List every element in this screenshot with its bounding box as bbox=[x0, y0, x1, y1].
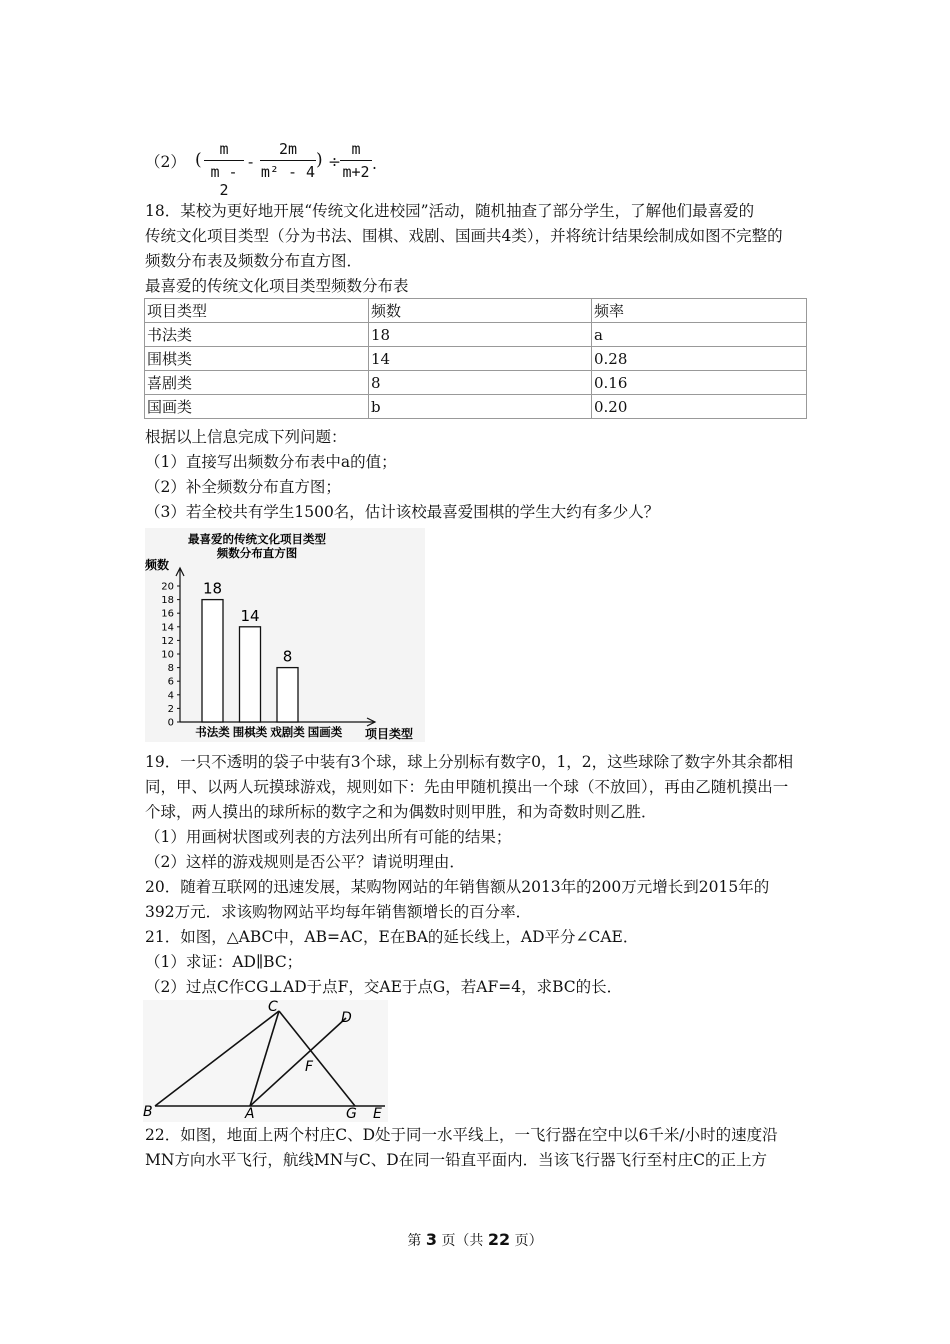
table-row bbox=[145, 323, 807, 347]
period: . bbox=[372, 155, 377, 173]
y-tick-label: 10 bbox=[161, 649, 174, 661]
q18-after-1: 根据以上信息完成下列问题： bbox=[145, 428, 347, 446]
right-paren: ) bbox=[316, 150, 323, 170]
y-tick-label: 16 bbox=[161, 608, 174, 620]
table-cell: 喜剧类 bbox=[145, 371, 369, 395]
footer-middle: 页（共 bbox=[441, 1233, 484, 1249]
table-row bbox=[145, 371, 807, 395]
y-tick-label: 4 bbox=[167, 690, 174, 702]
table-row bbox=[145, 347, 807, 371]
fraction-2 bbox=[260, 140, 316, 181]
q18-line-2: 传统文化项目类型（分为书法、围棋、戏剧、国画共4类），并将统计结果绘制成如图不完整的 bbox=[145, 227, 783, 245]
q18-after-4: （3）若全校共有学生1500名，估计该校最喜爱围棋的学生大约有多少人？ bbox=[145, 503, 660, 521]
q17-label: （2） bbox=[145, 153, 186, 171]
table-cell: 0.20 bbox=[592, 395, 807, 419]
bar-data-label: 8 bbox=[282, 647, 293, 666]
y-tick-label: 12 bbox=[161, 635, 174, 647]
table-cell: 书法类 bbox=[145, 323, 369, 347]
bar-data-label: 14 bbox=[240, 606, 260, 625]
page-footer bbox=[0, 1230, 950, 1250]
y-tick-label: 14 bbox=[161, 622, 174, 634]
table-cell: a bbox=[592, 323, 807, 347]
bar-data-label: 18 bbox=[202, 579, 223, 598]
table-header-cell: 频数 bbox=[369, 299, 592, 323]
divide-sign: ÷ bbox=[328, 153, 341, 171]
bar bbox=[277, 668, 298, 722]
table-cell: 0.16 bbox=[592, 371, 807, 395]
point-c-label: C bbox=[268, 1000, 278, 1015]
q18-after-3: （2）补全频数分布直方图； bbox=[145, 478, 341, 496]
y-axis-label: 频数 bbox=[145, 558, 170, 572]
point-g-label: G bbox=[346, 1106, 357, 1122]
minus-sign: - bbox=[248, 153, 254, 171]
chart-subtitle: 频数分布直方图 bbox=[216, 546, 298, 560]
table-header-cell: 频率 bbox=[592, 299, 807, 323]
histogram-chart bbox=[145, 528, 425, 742]
y-tick-label: 0 bbox=[167, 717, 174, 729]
point-a-label: A bbox=[245, 1106, 255, 1122]
fraction-1-denominator: m - 2 bbox=[210, 163, 238, 199]
table-cell: 18 bbox=[369, 323, 592, 347]
footer-page-number: 3 bbox=[425, 1230, 437, 1249]
y-tick-label: 18 bbox=[161, 595, 174, 607]
x-tick-label: 国画类 bbox=[307, 725, 343, 739]
table-cell: 8 bbox=[369, 371, 592, 395]
q21-line-1: 21．如图，△ABC中，AB=AC，E在BA的延长线上，AD平分∠CAE． bbox=[145, 928, 639, 946]
x-tick-label: 戏剧类 bbox=[270, 725, 305, 739]
bar bbox=[202, 600, 223, 722]
fraction-1-numerator: m bbox=[219, 140, 229, 158]
table-cell: 14 bbox=[369, 347, 592, 371]
q19-line-2: 同，甲、以两人玩摸球游戏，规则如下：先由甲随机摸出一个球（不放回），再由乙随机摸出一 bbox=[145, 778, 789, 796]
x-tick-label: 书法类 bbox=[195, 725, 230, 739]
fraction-1 bbox=[204, 140, 244, 199]
point-f-label: F bbox=[305, 1059, 314, 1075]
frequency-table bbox=[144, 298, 807, 419]
footer-total-pages: 22 bbox=[487, 1230, 511, 1249]
q19-line-5: （2）这样的游戏规则是否公平？请说明理由． bbox=[145, 853, 465, 871]
fraction-3-denominator: m+2 bbox=[342, 163, 370, 181]
q20-line-2: 392万元．求该购物网站平均每年销售额增长的百分率． bbox=[145, 903, 532, 921]
fraction-3 bbox=[340, 140, 372, 181]
fraction-2-denominator: m² - 4 bbox=[260, 163, 316, 181]
y-tick-label: 8 bbox=[167, 663, 174, 675]
table-header-cell: 项目类型 bbox=[145, 299, 369, 323]
x-axis-label: 项目类型 bbox=[365, 727, 414, 741]
y-tick-label: 6 bbox=[167, 676, 174, 688]
q19-line-1: 19．一只不透明的袋子中装有3个球，球上分别标有数字0，1，2，这些球除了数字外其余都相 bbox=[145, 753, 794, 771]
table-header-row bbox=[145, 299, 807, 323]
left-paren: ( bbox=[195, 150, 202, 170]
geometry-figure bbox=[143, 1000, 388, 1122]
q22-line-1: 22．如图，地面上两个村庄C、D处于同一水平线上，一飞行器在空中以6千米/小时的速度沿 bbox=[145, 1126, 778, 1144]
q22-line-2: MN方向水平飞行，航线MN与C、D在同一铅直平面内．当该飞行器飞行至村庄C的正上方 bbox=[145, 1151, 768, 1169]
footer-suffix: 页） bbox=[514, 1233, 543, 1249]
table-title: 最喜爱的传统文化项目类型频数分布表 bbox=[145, 277, 409, 295]
table-cell: 国画类 bbox=[145, 395, 369, 419]
chart-title: 最喜爱的传统文化项目类型 bbox=[188, 532, 326, 546]
bar bbox=[240, 627, 261, 722]
table-cell: 围棋类 bbox=[145, 347, 369, 371]
q20-line-1: 20．随着互联网的迅速发展，某购物网站的年销售额从2013年的200万元增长到2015年的 bbox=[145, 878, 770, 896]
point-d-label: D bbox=[341, 1010, 352, 1026]
q19-line-4: （1）用画树状图或列表的方法列出所有可能的结果； bbox=[145, 828, 512, 846]
table-cell: 0.28 bbox=[592, 347, 807, 371]
y-tick-label: 20 bbox=[161, 581, 174, 593]
q21-line-2: （1）求证：AD∥BC； bbox=[145, 953, 303, 971]
q19-line-3: 个球，两人摸出的球所标的数字之和为偶数时则甲胜，和为奇数时则乙胜． bbox=[145, 803, 657, 821]
q21-line-3: （2）过点C作CG⊥AD于点F，交AE于点G，若AF=4，求BC的长． bbox=[145, 978, 623, 996]
y-tick-label: 2 bbox=[167, 703, 174, 715]
table-cell: b bbox=[369, 395, 592, 419]
q18-line-3: 频数分布表及频数分布直方图． bbox=[145, 252, 363, 270]
q18-after-2: （1）直接写出频数分布表中a的值； bbox=[145, 453, 397, 471]
x-tick-label: 围棋类 bbox=[232, 725, 268, 739]
footer-prefix: 第 bbox=[407, 1233, 422, 1249]
table-row bbox=[145, 395, 807, 419]
fraction-2-numerator: 2m bbox=[278, 140, 298, 158]
fraction-3-numerator: m bbox=[351, 140, 361, 158]
point-b-label: B bbox=[143, 1104, 153, 1120]
q18-line-1: 18．某校为更好地开展“传统文化进校园”活动，随机抽查了部分学生，了解他们最喜爱的 bbox=[145, 202, 755, 220]
point-e-label: E bbox=[373, 1106, 382, 1122]
